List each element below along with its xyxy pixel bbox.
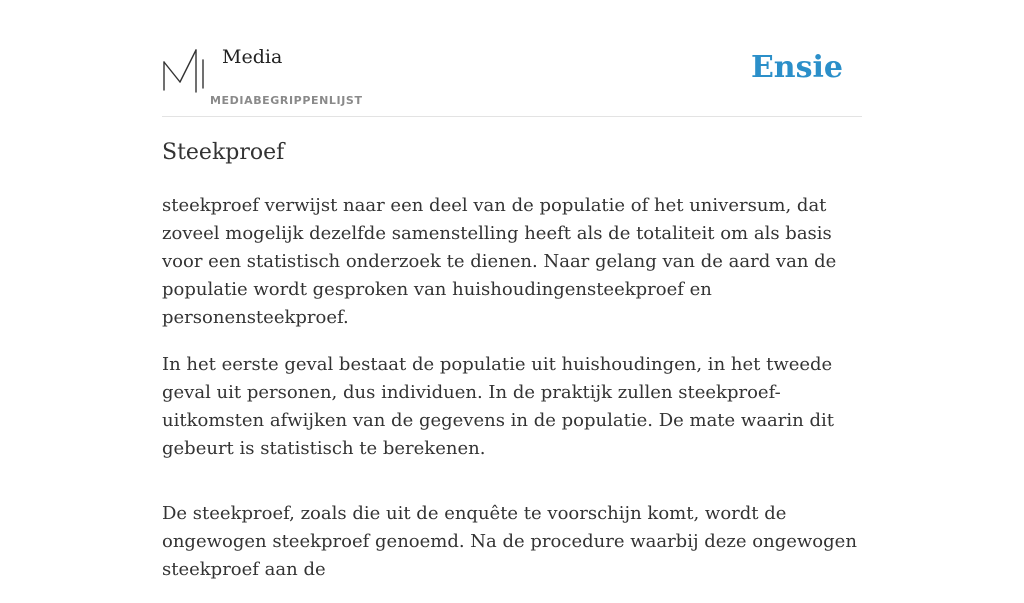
media-m-logo-icon[interactable] [162, 48, 208, 94]
article-paragraph: De steekproef, zoals die uit de enquête te voorschijn komt, wordt de ongewogen steekproef genoemd. Na de procedure waarbij deze ongewogen steekproef aan de [162, 503, 857, 580]
ensie-site-logo[interactable]: Ensie [750, 50, 843, 85]
page [162, 0, 862, 580]
article-paragraph: steekproef verwijst naar een deel van de populatie of het universum, dat zoveel mogelijk dezelfde samenstelling heeft als de totaliteit om als basis voor een statistisch onderzoek te dienen. Naar gelang van de aard van de populatie wordt gesproken van huishoudingensteekproef en personensteekproef. [162, 195, 837, 328]
page-title: Steekproef [162, 140, 285, 165]
brand-name[interactable]: Media [222, 46, 283, 68]
header [162, 0, 862, 117]
article-paragraph: In het eerste geval bestaat de populatie uit huishoudingen, in het tweede geval uit personen, dus individuen. In de praktijk zullen steekproef-uitkomsten afwijken van de gegevens in de populatie. De mate waarin dit gebeurt is statistisch te berekenen. [162, 354, 834, 459]
brand-subtitle[interactable]: MEDIABEGRIPPENLIJST [210, 94, 363, 107]
article-body [162, 192, 862, 603]
